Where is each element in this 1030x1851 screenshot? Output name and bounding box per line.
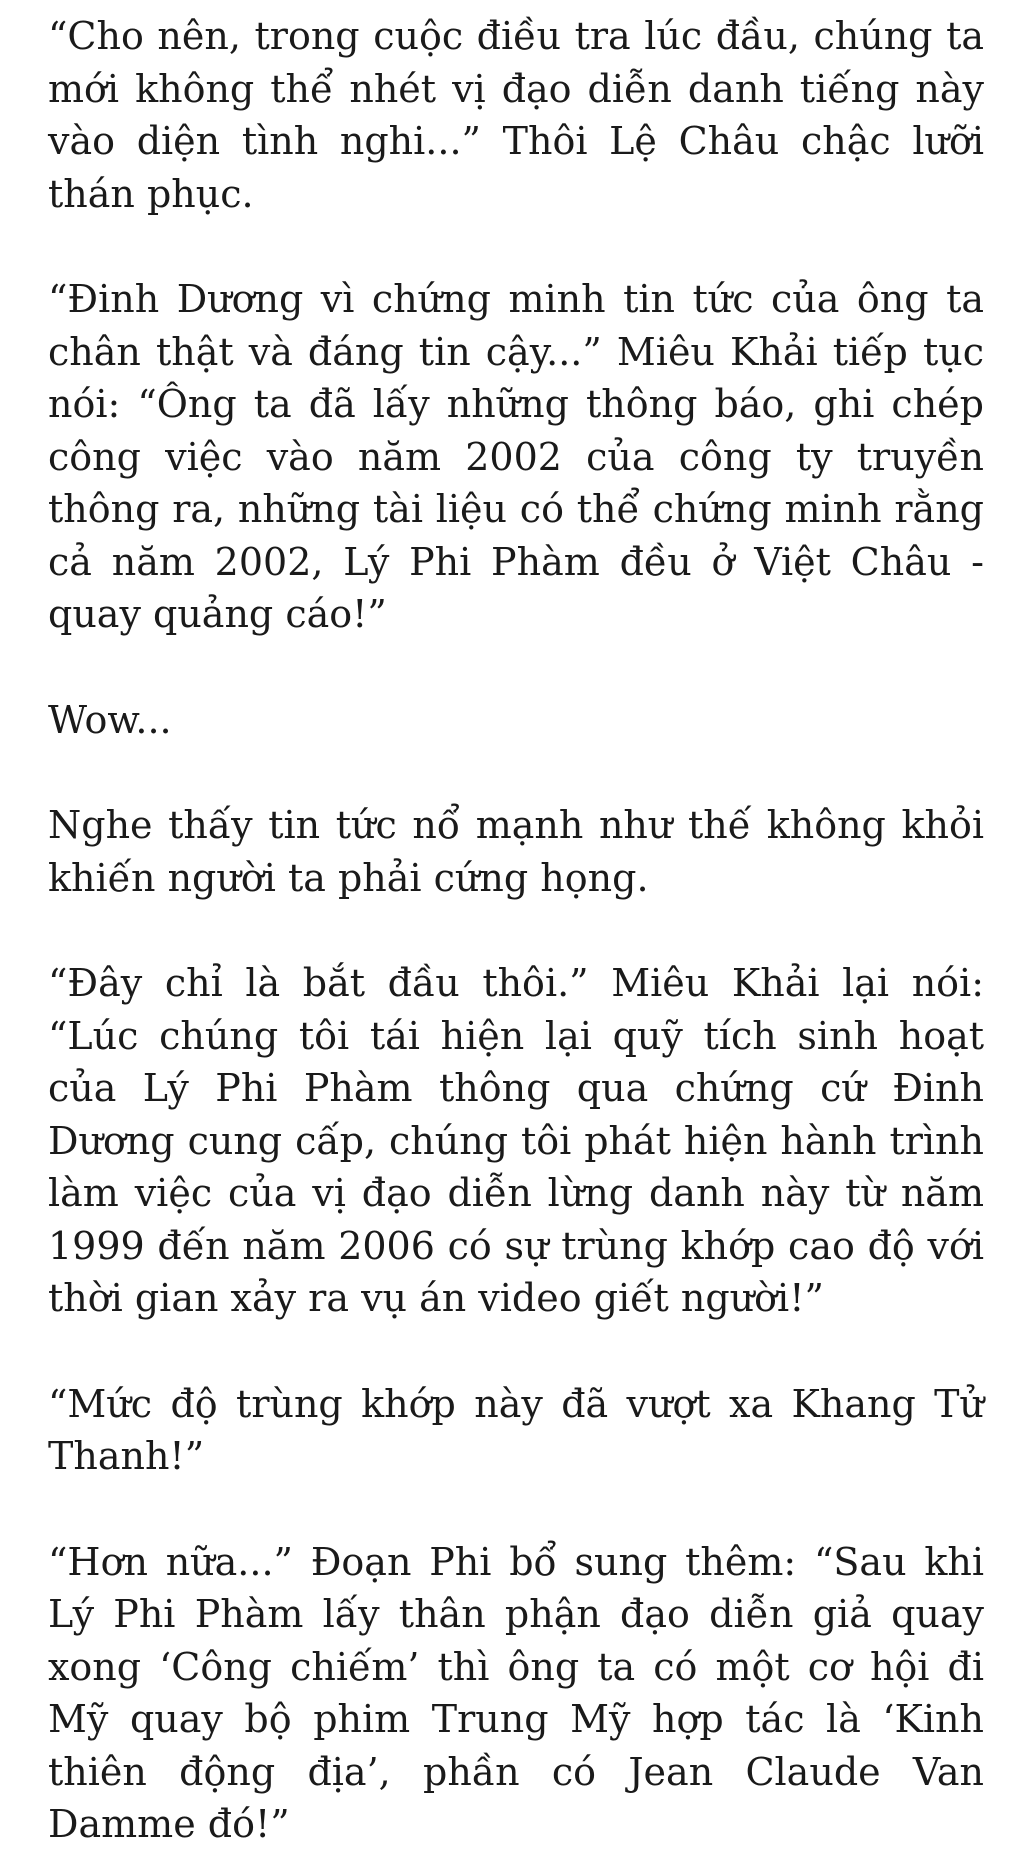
paragraph: Nghe thấy tin tức nổ mạnh như thế không khỏi khiến người ta phải cứng họng. <box>48 803 984 900</box>
paragraph: “Hơn nữa...” Đoạn Phi bổ sung thêm: “Sau khi Lý Phi Phàm lấy thân phận đạo diễn giả quay xong ‘Công chiếm’ thì ông ta có một cơ hội đi Mỹ quay bộ phim Trung Mỹ hợp tác là ‘Kinh thiên động địa’, phần có Jean Claude Van Damme đó!” <box>48 1539 984 1846</box>
paragraph: Wow... <box>48 697 172 742</box>
paragraph: “Đây chỉ là bắt đầu thôi.” Miêu Khải lại nói: “Lúc chúng tôi tái hiện lại quỹ tích sinh hoạt của Lý Phi Phàm thông qua chứng cứ Đinh Dương cung cấp, chúng tôi phát hiện hành trình làm việc của vị đạo diễn lừng danh này từ năm 1999 đến năm 2006 có sự trùng khớp cao độ với thời gian xảy ra vụ án video giết người!” <box>48 961 984 1320</box>
paragraph: “Đinh Dương vì chứng minh tin tức của ông ta chân thật và đáng tin cậy...” Miêu Khải tiếp tục nói: “Ông ta đã lấy những thông báo, ghi chép công việc vào năm 2002 của công ty truyền thông ra, những tài liệu có thể chứng minh rằng cả năm 2002, Lý Phi Phàm đều ở Việt Châu - quay quảng cáo!” <box>48 277 984 636</box>
paragraph: “Cho nên, trong cuộc điều tra lúc đầu, chúng ta mới không thể nhét vị đạo diễn danh tiếng này vào diện tình nghi...” Thôi Lệ Châu chậc lưỡi thán phục. <box>48 14 984 216</box>
paragraph: “Mức độ trùng khớp này đã vượt xa Khang Tử Thanh!” <box>48 1381 984 1478</box>
reader-text-body <box>48 10 984 1851</box>
